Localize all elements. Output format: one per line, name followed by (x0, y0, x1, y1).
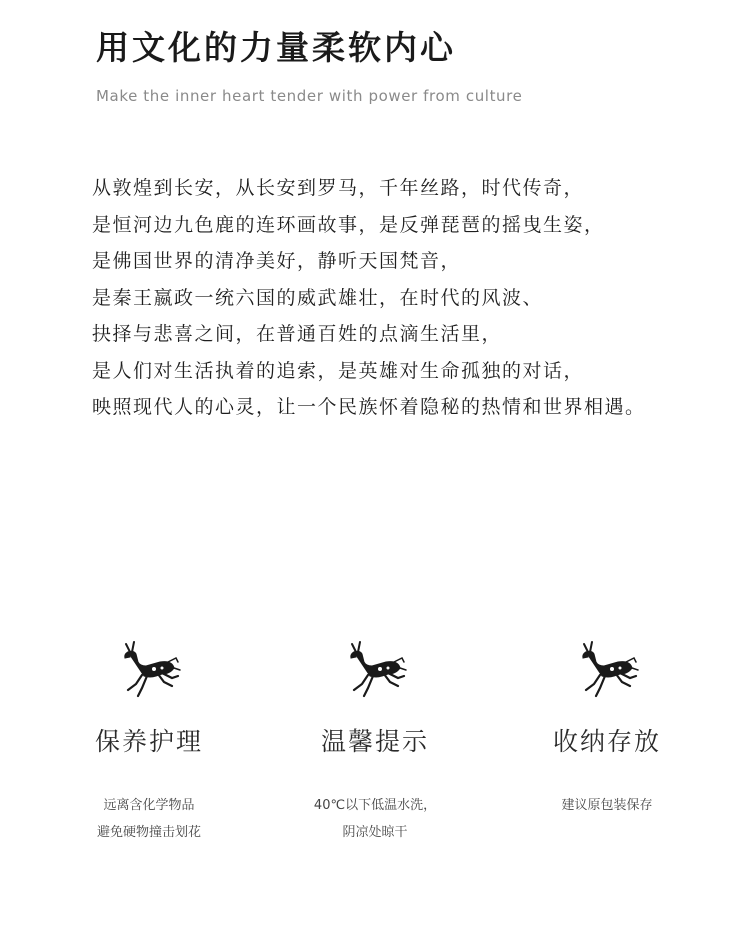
card-title: 保养护理 (94, 727, 203, 756)
card-note: 40℃以下低温水洗， (313, 798, 437, 813)
intro-line: 是佛国世界的清净美好，静听天国梵音， (92, 250, 462, 272)
intro-line: 是人们对生活执着的追索，是英雄对生命孤独的对话， (92, 359, 585, 382)
intro-line: 抉择与悲喜之间，在普通百姓的点滴生活里， (92, 323, 503, 345)
deer-icon (574, 640, 640, 700)
care-info-section (0, 640, 750, 870)
deer-icon (342, 640, 408, 700)
intro-line: 是秦王嬴政一统六国的威武雄壮，在时代的风波、 (92, 286, 544, 309)
intro-line: 映照现代人的心灵，让一个民族怀着隐秘的热情和世界相遇。 (92, 396, 646, 418)
card-notes (507, 792, 707, 819)
card-title: 收纳存放 (552, 727, 661, 756)
card-care (49, 640, 249, 846)
card-storage (507, 640, 707, 819)
card-note: 避免硬物撞击划花 (96, 825, 201, 840)
intro-line: 从敦煌到长安，从长安到罗马，千年丝路，时代传奇， (92, 177, 585, 199)
card-note: 建议原包装保存 (561, 798, 653, 813)
card-notes (49, 792, 249, 846)
card-tips (275, 640, 475, 846)
deer-icon (116, 640, 182, 700)
intro-paragraph (92, 170, 722, 426)
card-title: 温馨提示 (320, 727, 429, 756)
page-title: 用文化的力量柔软内心 (96, 28, 456, 67)
intro-line: 是恒河边九色鹿的连环画故事，是反弹琵琶的摇曳生姿， (92, 213, 605, 236)
card-note: 远离含化学物品 (103, 798, 195, 813)
page-subtitle: Make the inner heart tender with power from culture (96, 87, 523, 105)
card-notes (275, 792, 475, 846)
card-note: 阴凉处晾干 (342, 825, 408, 840)
